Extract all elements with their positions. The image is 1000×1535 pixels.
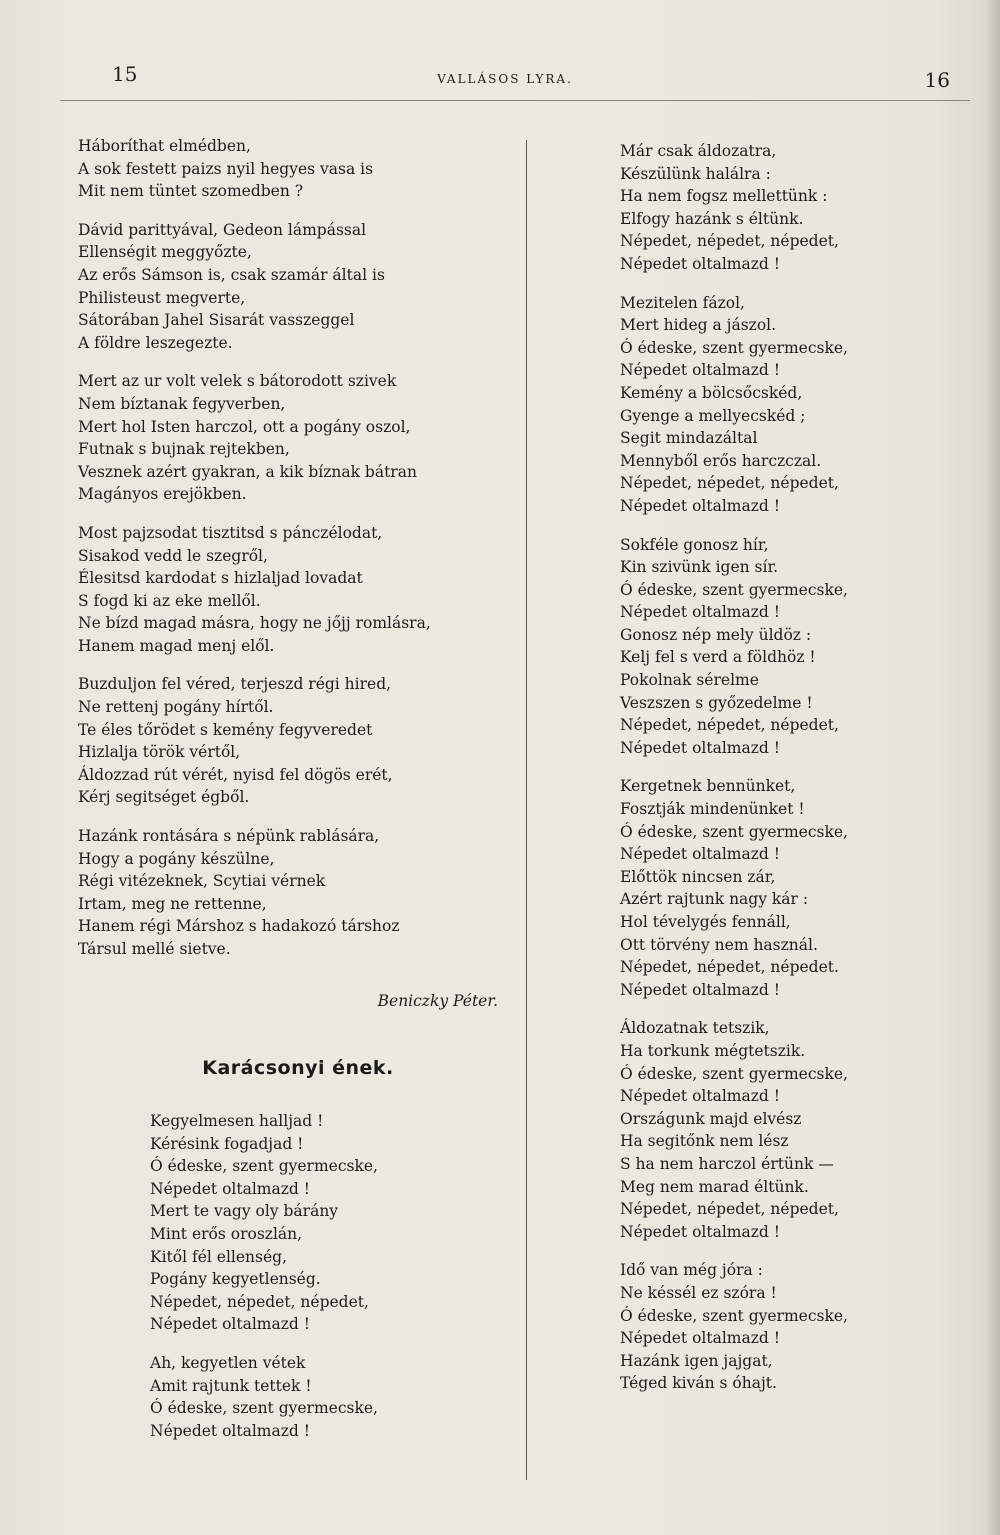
verse-line: Régi vitézeknek, Scytiai vérnek xyxy=(78,872,326,891)
stanza xyxy=(620,292,920,518)
verse-line: Már csak áldozatra, xyxy=(620,142,777,160)
verse-line: Mert az ur volt velek s bátorodott szivek xyxy=(78,372,397,391)
verse-line: Népedet oltalmazd ! xyxy=(620,1087,780,1106)
verse-line: Népedet oltalmazd ! xyxy=(620,254,780,273)
verse-line: Mit nem tüntet szomedben ? xyxy=(78,182,304,201)
verse-line: Ha segitőnk nem lész xyxy=(620,1132,789,1151)
verse-line: Hogy a pogány készülne, xyxy=(78,849,275,868)
verse-line: Hanem magad menj elől. xyxy=(78,636,275,655)
left-column-poem xyxy=(78,135,518,977)
verse-line: Gyenge a mellyecskéd ; xyxy=(620,406,806,425)
verse-line: Pokolnak sérelme xyxy=(620,671,759,690)
verse-line: Élesitsd kardodat s hizlaljad lovadat xyxy=(78,569,363,588)
verse-line: Ó édeske, szent gyermecske, xyxy=(620,1064,848,1083)
verse-line: Háboríthat elmédben, xyxy=(78,137,251,155)
verse-line: Hizlalja török vértől, xyxy=(78,743,241,762)
verse-line: Népedet oltalmazd ! xyxy=(620,980,780,999)
verse-line: Népedet oltalmazd ! xyxy=(150,1315,310,1334)
verse-line: Ah, kegyetlen vétek xyxy=(150,1353,306,1372)
verse-line: Futnak s bujnak rejtekben, xyxy=(78,440,290,459)
verse-line: A földre leszegezte. xyxy=(78,333,233,352)
verse-line: Ne rettenj pogány hírtől. xyxy=(78,698,274,717)
stanza xyxy=(150,1110,490,1336)
stanza xyxy=(78,825,518,961)
verse-line: Fosztják mindenünket ! xyxy=(620,800,805,819)
verse-line: Hazánk igen jajgat, xyxy=(620,1351,773,1370)
verse-line: Te éles tőrödet s kemény fegyveredet xyxy=(78,720,373,739)
running-title: VALLÁSOS LYRA. xyxy=(437,72,573,86)
verse-line: Kérj segitséget égből. xyxy=(78,788,250,807)
verse-line: Ó édeske, szent gyermecske, xyxy=(620,338,848,357)
verse-line: Most pajzsodat tisztitsd s pánczélodat, xyxy=(78,523,383,542)
verse-line: Ha nem fogsz mellettünk : xyxy=(620,187,828,206)
verse-line: Ne bízd magad másra, hogy ne jőjj romlásra, xyxy=(78,614,431,633)
verse-line: Mert te vagy oly bárány xyxy=(150,1202,339,1221)
verse-line: Ha torkunk mégtetszik. xyxy=(620,1041,806,1060)
verse-line: Népedet, népedet, népedet, xyxy=(620,474,839,493)
verse-line: Ó édeske, szent gyermecske, xyxy=(620,580,848,599)
verse-line: Kegyelmesen halljad ! xyxy=(150,1112,324,1130)
verse-line: Kelj fel s verd a földhöz ! xyxy=(620,648,816,667)
verse-line: Népedet oltalmazd ! xyxy=(620,1222,780,1241)
verse-line: Amit rajtunk tettek ! xyxy=(150,1376,312,1395)
verse-line: Sokféle gonosz hír, xyxy=(620,535,769,554)
verse-line: Országunk majd elvész xyxy=(620,1109,802,1128)
verse-line: Népedet, népedet, népedet, xyxy=(620,232,839,251)
verse-line: Ó édeske, szent gyermecske, xyxy=(150,1157,378,1176)
verse-line: Áldozzad rút vérét, nyisd fel dögös erét, xyxy=(78,765,393,784)
page-header xyxy=(60,62,950,102)
verse-line: Az erős Sámson is, csak szamár által is xyxy=(78,265,385,284)
verse-line: Előttök nincsen zár, xyxy=(620,867,776,886)
stanza xyxy=(620,534,920,760)
verse-line: Népedet oltalmazd ! xyxy=(150,1421,310,1440)
verse-line: Népedet oltalmazd ! xyxy=(620,845,780,864)
verse-line: Hol tévelygés fennáll, xyxy=(620,913,791,931)
verse-line: Mint erős oroszlán, xyxy=(150,1224,303,1243)
page-edge xyxy=(986,0,1000,1535)
verse-line: Azért rajtunk nagy kár : xyxy=(620,890,809,909)
stanza xyxy=(78,135,518,203)
verse-line: Népedet oltalmazd ! xyxy=(620,361,780,380)
verse-line: Ó édeske, szent gyermecske, xyxy=(620,1306,848,1325)
verse-line: Népedet oltalmazd ! xyxy=(620,738,780,757)
verse-line: Népedet, népedet, népedet. xyxy=(620,958,839,977)
verse-line: S ha nem harczol értünk — xyxy=(620,1154,834,1173)
verse-line: Mennyből erős harczczal. xyxy=(620,451,822,470)
verse-line: Philisteust megverte, xyxy=(78,288,246,307)
stanza xyxy=(620,140,920,276)
stanza xyxy=(78,522,518,658)
verse-line: Népedet oltalmazd ! xyxy=(150,1179,310,1198)
verse-line: Gonosz nép mely üldöz : xyxy=(620,625,812,644)
verse-line: Ó édeske, szent gyermecske, xyxy=(150,1399,378,1418)
verse-line: Népedet oltalmazd ! xyxy=(620,1329,780,1348)
stanza xyxy=(78,219,518,355)
verse-line: Hazánk rontására s népünk rablására, xyxy=(78,827,380,846)
verse-line: Népedet oltalmazd ! xyxy=(620,603,780,622)
verse-line: Segit mindazáltal xyxy=(620,429,758,448)
stanza xyxy=(78,370,518,506)
verse-line: Kin szivünk igen sír. xyxy=(620,558,779,577)
verse-line: Népedet oltalmazd ! xyxy=(620,496,780,515)
verse-line: Ott törvény nem használ. xyxy=(620,935,818,954)
verse-line: Idő van még jóra : xyxy=(620,1261,763,1280)
verse-line: Pogány kegyetlenség. xyxy=(150,1270,321,1289)
stanza xyxy=(150,1352,490,1442)
verse-line: Ellenségit meggyőzte, xyxy=(78,243,252,262)
verse-line: Buzduljon fel véred, terjeszd régi hired, xyxy=(78,675,392,694)
verse-line: Népedet, népedet, népedet, xyxy=(620,1200,839,1219)
verse-line: Vesznek azért gyakran, a kik bíznak bátran xyxy=(78,462,417,481)
verse-line: Téged kiván s óhajt. xyxy=(620,1374,777,1393)
verse-line: Sátorában Jahel Sisarát vasszeggel xyxy=(78,311,355,330)
verse-line: Kérésink fogadjad ! xyxy=(150,1134,304,1153)
verse-line: Áldozatnak tetszik, xyxy=(620,1019,770,1038)
author-signature: Beniczky Péter. xyxy=(377,992,498,1010)
verse-line: Magányos erejökben. xyxy=(78,485,247,504)
verse-line: Kemény a bölcsőcskéd, xyxy=(620,383,803,402)
page-number-left: 15 xyxy=(112,62,138,86)
verse-line: Meg nem marad éltünk. xyxy=(620,1177,809,1196)
page-number-right: 16 xyxy=(924,68,950,92)
verse-line: Mert hol Isten harczol, ott a pogány oszol, xyxy=(78,417,411,436)
header-rule xyxy=(60,100,970,101)
verse-line: Hanem régi Márshoz s hadakozó társhoz xyxy=(78,917,400,936)
column-divider xyxy=(526,140,527,1480)
verse-line: Ó édeske, szent gyermecske, xyxy=(620,822,848,841)
verse-line: S fogd ki az eke mellől. xyxy=(78,591,261,610)
verse-line: Mezitelen fázol, xyxy=(620,293,745,312)
christmas-poem-start xyxy=(150,1110,490,1458)
verse-line: Dávid parittyával, Gedeon lámpással xyxy=(78,220,367,239)
stanza xyxy=(78,673,518,809)
verse-line: Készülünk halálra : xyxy=(620,164,771,183)
verse-line: Sisakod vedd le szegről, xyxy=(78,546,268,565)
verse-line: Népedet, népedet, népedet, xyxy=(620,716,839,735)
right-column-poem xyxy=(620,140,920,1411)
verse-line: Veszszen s győzedelme ! xyxy=(620,693,813,712)
verse-line: Elfogy hazánk s éltünk. xyxy=(620,209,804,228)
verse-line: Nem bíztanak fegyverben, xyxy=(78,394,286,413)
stanza xyxy=(620,775,920,1001)
verse-line: Mert hideg a jászol. xyxy=(620,316,777,335)
verse-line: Ne késsél ez szóra ! xyxy=(620,1283,777,1302)
poem-title: Karácsonyi ének. xyxy=(202,1057,394,1079)
verse-line: Kergetnek bennünket, xyxy=(620,777,796,796)
verse-line: Népedet, népedet, népedet, xyxy=(150,1292,369,1311)
verse-line: Társul mellé sietve. xyxy=(78,940,231,958)
verse-line: Kitől fél ellenség, xyxy=(150,1247,287,1266)
verse-line: A sok festett paizs nyil hegyes vasa is xyxy=(78,159,374,178)
verse-line: Irtam, meg ne rettenne, xyxy=(78,894,267,913)
stanza xyxy=(620,1017,920,1243)
stanza xyxy=(620,1259,920,1395)
